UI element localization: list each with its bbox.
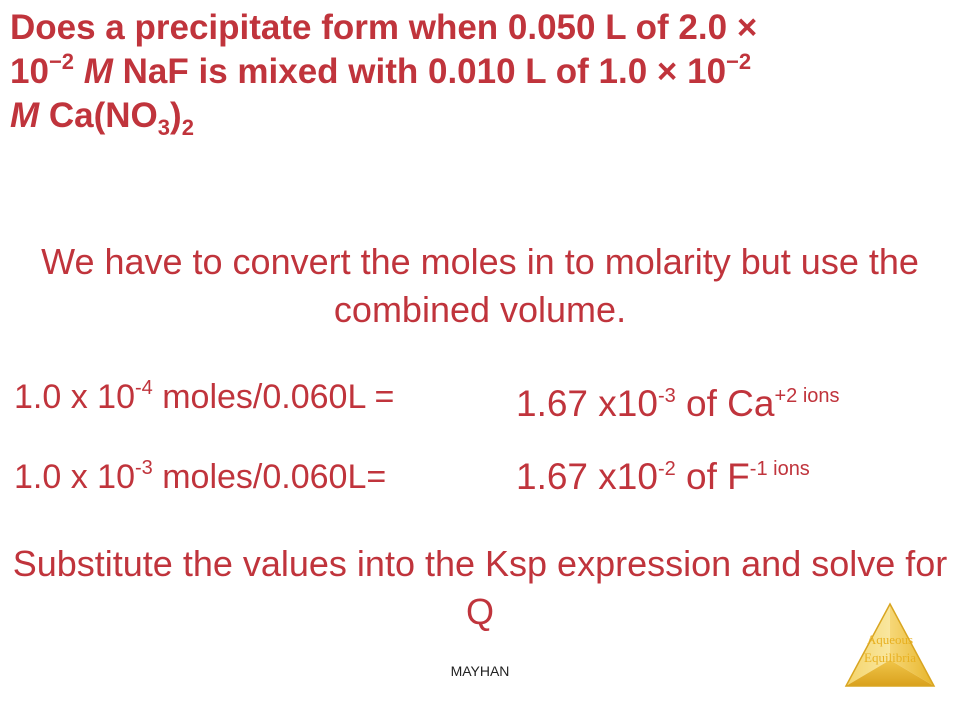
title-segment: 10 xyxy=(10,52,49,91)
calc-rest: moles/0.060L = xyxy=(152,378,395,416)
ion-charge: -1 ions xyxy=(749,458,810,480)
logo-label xyxy=(842,631,938,667)
times-symbol: × xyxy=(736,8,758,47)
result-ion: of F xyxy=(675,456,750,497)
ion-charge: +2 ions xyxy=(774,385,840,407)
title-segment: Does a precipitate form when 0.050 L of 2.0 xyxy=(10,8,737,47)
logo-label-line: Equilibria xyxy=(864,650,916,665)
calc-base: 1.0 x 10 xyxy=(14,458,135,496)
title-exponent: −2 xyxy=(726,49,752,74)
molarity-symbol: M xyxy=(83,52,113,91)
footer-author: MAYHAN xyxy=(450,663,510,679)
title-exponent: −2 xyxy=(48,49,75,74)
result-exponent: -3 xyxy=(657,385,676,407)
times-symbol: × xyxy=(656,52,678,91)
molarity-result-fluoride xyxy=(516,457,810,497)
calc-rest: moles/0.060L= xyxy=(152,458,387,496)
title-subscript: 3 xyxy=(157,115,171,140)
slide-title xyxy=(10,6,950,138)
moles-calc-fluoride xyxy=(14,457,386,497)
result-base: 1.67 x10 xyxy=(516,456,658,497)
molarity-symbol: M xyxy=(10,96,40,135)
result-exponent: -2 xyxy=(657,458,676,480)
conclusion-text: Substitute the values into the Ksp expression and solve for Q xyxy=(12,543,948,632)
title-segment: 10 xyxy=(677,52,727,91)
calc-exponent: -4 xyxy=(134,377,153,399)
calc-exponent: -3 xyxy=(134,457,153,479)
moles-calc-calcium xyxy=(14,377,394,417)
title-segment: ) xyxy=(170,96,182,135)
instruction-text: We have to convert the moles in to molarity but use the combined volume. xyxy=(41,241,919,330)
title-subscript: 2 xyxy=(181,115,194,140)
molarity-result-calcium xyxy=(516,384,840,424)
calc-base: 1.0 x 10 xyxy=(14,378,135,416)
result-base: 1.67 x10 xyxy=(516,383,658,424)
result-ion: of Ca xyxy=(675,383,775,424)
title-segment: NaF is mixed with 0.010 L of 1.0 xyxy=(112,52,657,91)
title-segment: Ca(NO xyxy=(39,96,158,135)
logo-label-line: Aqueous xyxy=(866,632,914,647)
